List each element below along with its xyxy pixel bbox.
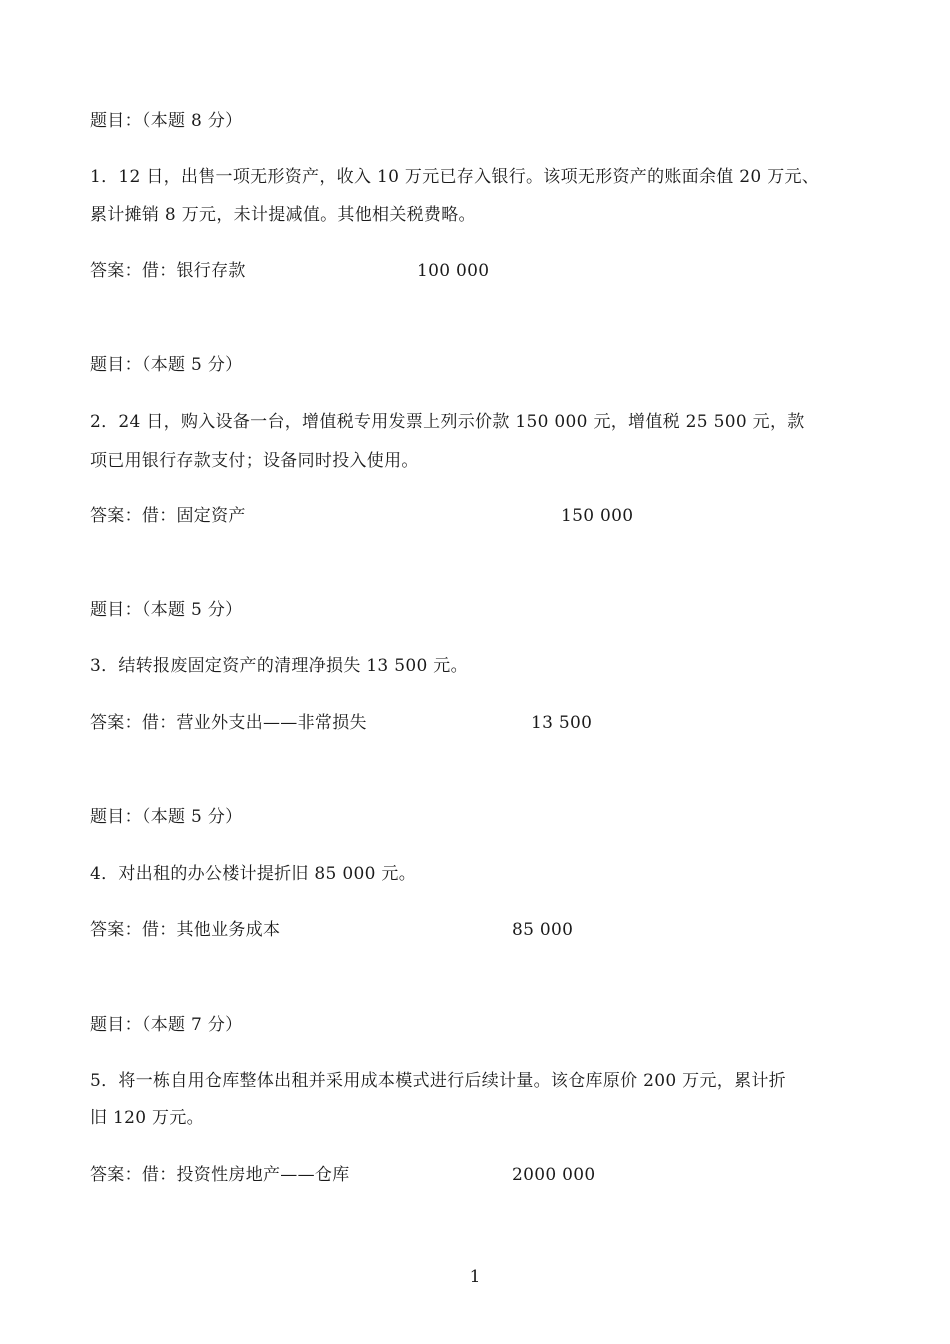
question-3-text-line-1: 3．结转报废固定资产的清理净损失 13 500 元。 xyxy=(90,656,468,676)
question-4-answer-amount: 85 000 xyxy=(512,920,574,940)
question-1-text-line-2: 累计摊销 8 万元，未计提减值。其他相关税费略。 xyxy=(90,205,476,225)
question-4-text-line-1: 4．对出租的办公楼计提折旧 85 000 元。 xyxy=(90,864,417,884)
question-5-answer-label: 答案：借：投资性房地产——仓库 xyxy=(90,1165,350,1185)
question-5-text-line-1: 5．将一栋自用仓库整体出租并采用成本模式进行后续计量。该仓库原价 200 万元，累计折 xyxy=(90,1071,786,1091)
question-1-text-line-1: 1．12 日，出售一项无形资产，收入 10 万元已存入银行。该项无形资产的账面余值 20 万元、 xyxy=(90,167,820,187)
question-2-answer-amount: 150 000 xyxy=(561,506,634,526)
question-3-answer-amount: 13 500 xyxy=(531,713,593,733)
question-4-answer-label: 答案：借：其他业务成本 xyxy=(90,920,281,940)
question-2-answer-label: 答案：借：固定资产 xyxy=(90,506,246,526)
question-5-header: 题目：（本题 7 分） xyxy=(90,1015,243,1035)
question-5-text-line-2: 旧 120 万元。 xyxy=(90,1108,204,1128)
question-1-answer-label: 答案：借：银行存款 xyxy=(90,261,246,281)
question-4-header: 题目：（本题 5 分） xyxy=(90,807,243,827)
page-number: 1 xyxy=(469,1267,481,1287)
question-1-answer-amount: 100 000 xyxy=(417,261,490,281)
question-2-header: 题目：（本题 5 分） xyxy=(90,355,243,375)
question-2-text-line-1: 2．24 日，购入设备一台，增值税专用发票上列示价款 150 000 元，增值税 25 500 元，款 xyxy=(90,412,805,432)
question-3-header: 题目：（本题 5 分） xyxy=(90,600,243,620)
question-3-answer-label: 答案：借：营业外支出——非常损失 xyxy=(90,713,367,733)
question-2-text-line-2: 项已用银行存款支付；设备同时投入使用。 xyxy=(90,451,419,471)
question-5-answer-amount: 2000 000 xyxy=(512,1165,596,1185)
question-1-header: 题目：（本题 8 分） xyxy=(90,111,243,131)
